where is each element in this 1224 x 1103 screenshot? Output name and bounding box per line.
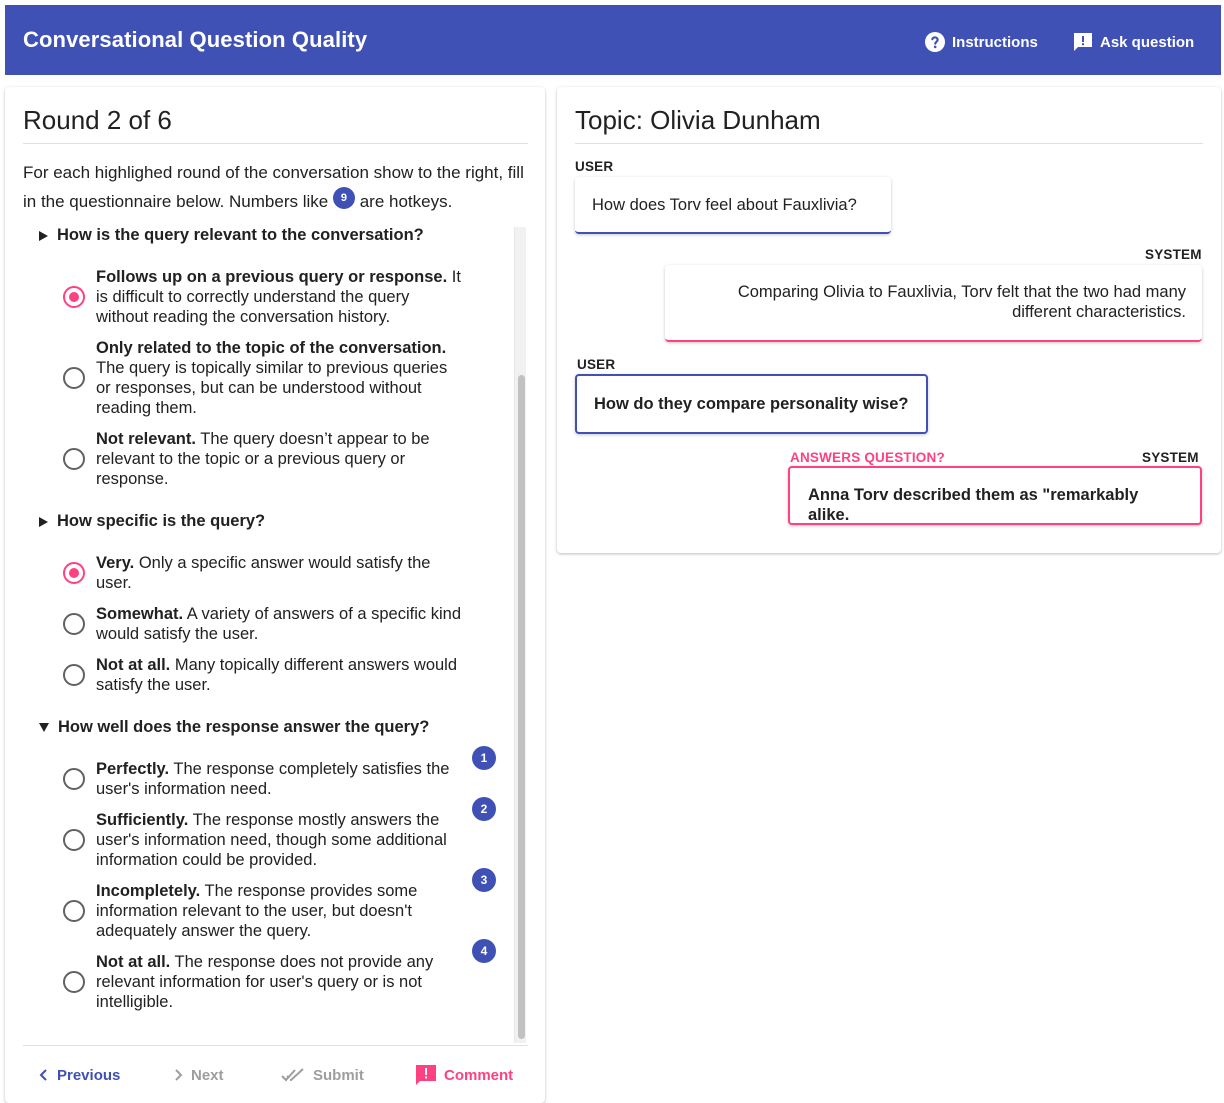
option-desc: The query is topically similar to previous queries or responses, but can be understood without reading them. [96, 359, 448, 417]
highlighted-system-message[interactable] [788, 466, 1202, 525]
option-desc: The response mostly answers the user's information need, though some additional information could be provided. [96, 811, 447, 869]
radio-sufficiently[interactable] [63, 829, 85, 851]
radio-not-at-all-specific[interactable] [63, 664, 85, 686]
question-relevance-toggle[interactable] [39, 226, 424, 245]
comment-button[interactable] [414, 1063, 513, 1087]
intro-text [23, 159, 528, 216]
previous-label: Previous [57, 1066, 121, 1084]
option-desc: The response provides some information relevant to the user, but doesn't adequately answer the query. [96, 882, 418, 940]
option-bold: Only related to the topic of the conversation. [96, 339, 447, 357]
app-title: Conversational Question Quality [23, 27, 368, 52]
option-desc: Many topically different answers would satisfy the user. [96, 656, 458, 694]
round-title: Round 2 of 6 [23, 105, 172, 135]
option-bold: Perfectly. [96, 760, 170, 778]
option-bold: Sufficiently. [96, 811, 189, 829]
option-somewhat-text [96, 604, 461, 644]
feedback-icon [1071, 30, 1095, 54]
previous-button[interactable] [37, 1063, 120, 1087]
option-bold: Not at all. [96, 953, 171, 971]
option-follows-up-text [96, 267, 461, 327]
message-text: Comparing Olivia to Fauxlivia, Torv felt that the two had many different characteristics. [737, 283, 1186, 321]
question-answer-quality-toggle[interactable] [39, 718, 429, 737]
ask-question-label: Ask question [1100, 33, 1195, 51]
option-desc: A variety of answers of a specific kind would satisfy the user. [96, 605, 461, 643]
help-icon [923, 30, 947, 54]
radio-somewhat[interactable] [63, 613, 85, 635]
radio-perfectly[interactable] [63, 768, 85, 790]
speaker-label-user: USER [575, 159, 614, 174]
topic-divider [575, 143, 1203, 144]
message-text: How does Torv feel about Fauxlivia? [592, 196, 857, 214]
option-bold: Incompletely. [96, 882, 201, 900]
option-perfectly-text [96, 759, 461, 799]
option-bold: Somewhat. [96, 605, 184, 623]
speaker-label-user: USER [577, 357, 616, 372]
scrollbar-thumb[interactable] [518, 375, 525, 1039]
option-not-at-all-answer-text [96, 952, 461, 1012]
message-text: Anna Torv described them as "remarkably alike. [808, 486, 1139, 524]
option-bold: Follows up on a previous query or response. [96, 268, 448, 286]
speaker-label-system: SYSTEM [1142, 450, 1199, 465]
highlighted-user-message[interactable] [575, 374, 928, 434]
radio-not-relevant[interactable] [63, 448, 85, 470]
option-desc: The query doesn’t appear to be relevant to the topic or a previous query or response. [96, 430, 430, 488]
questionnaire-card [5, 87, 545, 1103]
option-very-text [96, 553, 461, 593]
app-bar [5, 5, 1221, 75]
question-answer-quality-title: How well does the response answer the query? [58, 718, 430, 736]
option-not-at-all-specific-text [96, 655, 461, 695]
comment-label: Comment [444, 1066, 514, 1084]
hotkey-badge-4: 4 [472, 939, 496, 963]
title-divider [23, 143, 528, 144]
instructions-button[interactable] [923, 29, 1038, 55]
footer-divider [23, 1045, 528, 1046]
topic-title: Topic: Olivia Dunham [575, 105, 821, 135]
done-all-icon [281, 1067, 307, 1083]
next-button[interactable] [171, 1063, 224, 1087]
option-incompletely-text [96, 881, 461, 941]
system-message[interactable] [665, 265, 1202, 342]
answers-question-label: ANSWERS QUESTION? [790, 450, 945, 465]
collapsed-arrow-icon [39, 231, 48, 241]
chevron-left-icon [37, 1068, 51, 1082]
option-not-relevant-text [96, 429, 461, 489]
message-text: How do they compare personality wise? [594, 395, 909, 413]
option-topic-related-text [96, 338, 461, 418]
question-relevance-title: How is the query relevant to the conversation? [57, 226, 424, 244]
question-specificity-title: How specific is the query? [57, 512, 266, 530]
option-desc: It is difficult to correctly understand the query without reading the conversation history. [96, 268, 461, 326]
user-message[interactable] [575, 177, 891, 234]
hotkey-badge-2: 2 [472, 797, 496, 821]
option-bold: Not relevant. [96, 430, 196, 448]
option-bold: Very. [96, 554, 135, 572]
option-bold: Not at all. [96, 656, 171, 674]
intro-text-part2: are hotkeys. [359, 192, 453, 211]
speaker-label-system: SYSTEM [1145, 247, 1202, 262]
questionnaire-scrollbar[interactable] [514, 227, 526, 1043]
comment-icon [414, 1063, 438, 1087]
hotkey-badge-3: 3 [472, 868, 496, 892]
instructions-label: Instructions [952, 33, 1038, 51]
collapsed-arrow-icon [39, 517, 48, 527]
conversation-card [557, 87, 1221, 553]
next-label: Next [191, 1066, 224, 1084]
hotkey-badge-1: 1 [472, 746, 496, 770]
submit-label: Submit [313, 1066, 364, 1084]
option-sufficiently-text [96, 810, 461, 870]
expanded-arrow-icon [39, 723, 49, 732]
radio-follows-up[interactable] [63, 286, 85, 308]
radio-incompletely[interactable] [63, 900, 85, 922]
radio-topic-related[interactable] [63, 367, 85, 389]
submit-button[interactable] [281, 1063, 364, 1087]
option-desc: Only a specific answer would satisfy the user. [96, 554, 431, 592]
option-desc: The response completely satisfies the user's information need. [96, 760, 450, 798]
ask-question-button[interactable] [1071, 29, 1194, 55]
hotkey-example-badge: 9 [333, 187, 355, 209]
option-desc: The response does not provide any relevant information for user's query or is not intelligible. [96, 953, 434, 1011]
question-specificity-toggle[interactable] [39, 512, 265, 531]
chevron-right-icon [171, 1068, 185, 1082]
radio-not-at-all-answer[interactable] [63, 971, 85, 993]
intro-text-part1: For each highlighed round of the conversation show to the right, fill in the questionnaire below. Numbers like [23, 163, 524, 211]
radio-very[interactable] [63, 562, 85, 584]
